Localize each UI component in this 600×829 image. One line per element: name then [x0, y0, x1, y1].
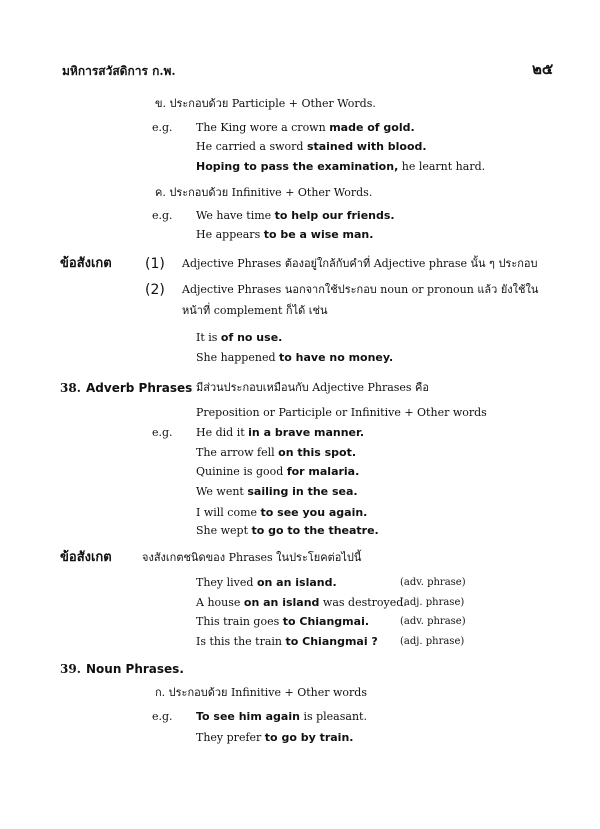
section-formula: Preposition or Participle or Infinitive + Other words: [196, 406, 487, 419]
example-line: It is of no use.: [196, 331, 283, 344]
section-number: 38.: [60, 381, 81, 395]
example-line: The King wore a crown made of gold.: [196, 121, 415, 134]
example-line: They prefer to go by train.: [196, 731, 354, 744]
example-line: Is this the train to Chiangmai ?: [196, 635, 378, 648]
example-line: She happened to have no money.: [196, 351, 394, 364]
eg-label: e.g.: [152, 710, 173, 723]
example-line: They lived on an island.: [196, 576, 337, 589]
note-number: (2): [145, 282, 165, 298]
note-text: หน้าที่ complement ก็ได้ เช่น: [182, 304, 328, 317]
example-line: To see him again is pleasant.: [196, 710, 367, 723]
example-line: He carried a sword stained with blood.: [196, 140, 427, 153]
section-title: Adverb Phrases: [86, 381, 193, 395]
example-line: We have time to help our friends.: [196, 209, 395, 222]
eg-label: e.g.: [152, 121, 173, 134]
example-line: This train goes to Chiangmai.: [196, 615, 370, 628]
note-label: ข้อสังเกต: [60, 550, 112, 565]
example-line: He did it in a brave manner.: [196, 426, 365, 439]
example-line: The arrow fell on this spot.: [196, 446, 357, 459]
example-line: We went sailing in the sea.: [196, 485, 358, 498]
section-number: 39.: [60, 662, 81, 676]
note-label: ข้อสังเกต: [60, 256, 112, 271]
note-text: Adjective Phrases นอกจากใช้ประกอบ noun or pronoun แล้ว ยังใช้ใน: [182, 283, 539, 296]
note-text: Adjective Phrases ต้องอยู่ใกล้กับคำที่ Adjective phrase นั้น ๆ ประกอบ: [182, 257, 538, 270]
section-kho-lead: ข. ประกอบด้วย Participle + Other Words.: [155, 97, 376, 110]
running-header: มหิการสวัสดิการ ก.พ.: [62, 64, 176, 78]
note-number: (1): [145, 256, 165, 272]
section-title: Noun Phrases.: [86, 662, 184, 676]
example-line: Hoping to pass the examination, he learnt hard.: [196, 160, 486, 173]
eg-label: e.g.: [152, 426, 173, 439]
note-text: จงสังเกตชนิดของ Phrases ในประโยคต่อไปนี้: [142, 551, 362, 564]
section-kor-lead: ก. ประกอบด้วย Infinitive + Other words: [155, 686, 367, 699]
section-kho-khwai-lead: ค. ประกอบด้วย Infinitive + Other Words.: [155, 186, 373, 199]
page-number: ๒๕: [532, 60, 554, 78]
example-line: She wept to go to the theatre.: [196, 524, 379, 537]
example-line: Quinine is good for malaria.: [196, 465, 360, 478]
phrase-type-tag: (adj. phrase): [400, 636, 465, 647]
example-line: A house on an island was destroyed.: [196, 596, 407, 609]
eg-label: e.g.: [152, 209, 173, 222]
phrase-type-tag: (adv. phrase): [400, 577, 466, 588]
phrase-type-tag: (adv. phrase): [400, 616, 466, 627]
example-line: I will come to see you again.: [196, 506, 368, 519]
phrase-type-tag: (adj. phrase): [400, 597, 465, 608]
section-description: มีส่วนประกอบเหมือนกับ Adjective Phrases คือ: [196, 381, 430, 394]
example-line: He appears to be a wise man.: [196, 228, 374, 241]
